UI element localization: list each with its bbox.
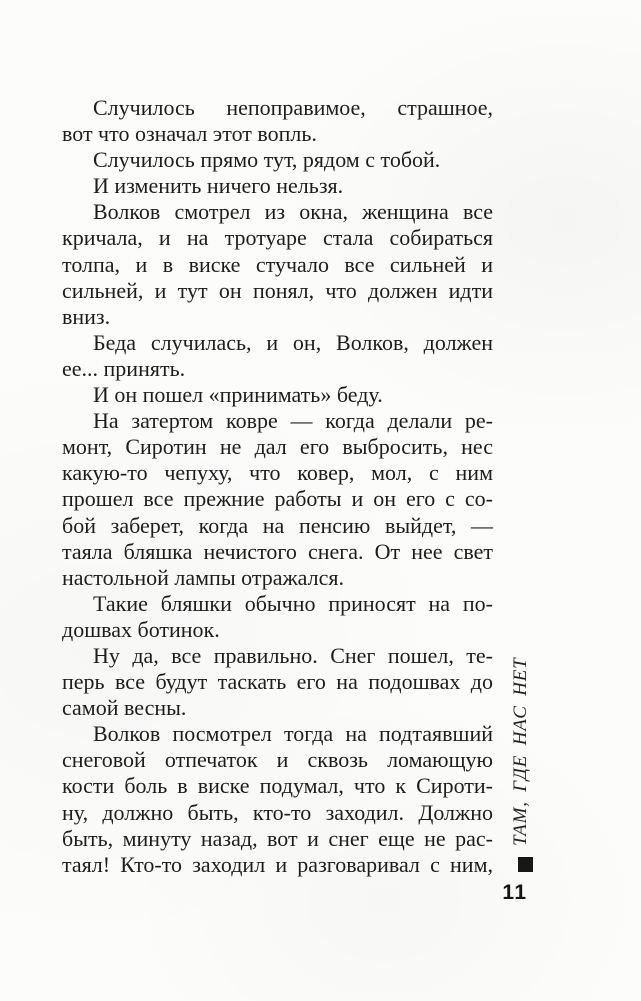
text-line: ну, должно быть, кто-то заходил. Должно (62, 799, 493, 825)
text-line: вниз. (62, 303, 111, 329)
text-line: снеговой отпечаток и сквозь ломающую (62, 747, 493, 773)
text-line: Ну да, все правильно. Снег пошел, те- (93, 642, 493, 668)
sidebar-running-title: ТАМ, ГДЕ НАС НЕТ (510, 657, 531, 846)
text-line: ее... принять. (62, 355, 186, 381)
text-line: Случилось прямо тут, рядом с тобой. (93, 147, 441, 173)
text-line: толпа, и в виске стучало все сильней и (62, 251, 493, 277)
body-text (62, 95, 493, 878)
text-line: Волков посмотрел тогда на подтаявший (93, 721, 493, 747)
text-line: И изменить ничего нельзя. (93, 173, 344, 199)
text-line: монт, Сиротин не дал его выбросить, нес (62, 434, 493, 460)
text-line: Случилось непоправимое, страшное, (93, 95, 493, 120)
text-line: перь все будут таскать его на подошвах до (62, 669, 493, 695)
text-line: настольной лампы отражался. (62, 564, 344, 590)
text-line: Волков смотрел из окна, женщина все (93, 199, 493, 225)
text-line: кричала, и на тротуаре стала собираться (62, 225, 493, 251)
text-line: сильней, и тут он понял, что должен идти (62, 277, 493, 303)
text-line: Такие бляшки обычно приносят на по- (93, 590, 493, 616)
section-marker-square (518, 857, 533, 872)
text-line: дошвах ботинок. (62, 616, 220, 642)
text-line: самой весны. (62, 695, 187, 721)
text-line: быть, минуту назад, вот и снег еще не рас- (62, 825, 493, 851)
text-line: На затертом ковре — когда делали ре- (93, 408, 493, 434)
text-line: бой заберет, когда на пенсию выйдет, — (62, 512, 493, 538)
text-line: Беда случилась, и он, Волков, должен (93, 329, 493, 355)
text-line: таял! Кто-то заходил и разговаривал с ним, (62, 851, 493, 877)
page-number: 11 (502, 881, 528, 904)
text-line: таяла бляшка нечистого снега. От нее свет (62, 538, 493, 564)
text-line: прошел все прежние работы и он его с со- (62, 486, 493, 512)
text-line: какую-то чепуху, что ковер, мол, с ним (62, 460, 493, 486)
text-line: И он пошел «принимать» беду. (93, 382, 383, 408)
text-line: кости боль в виске подумал, что к Сироти- (62, 773, 493, 799)
text-line: вот что означал этот вопль. (62, 121, 317, 147)
